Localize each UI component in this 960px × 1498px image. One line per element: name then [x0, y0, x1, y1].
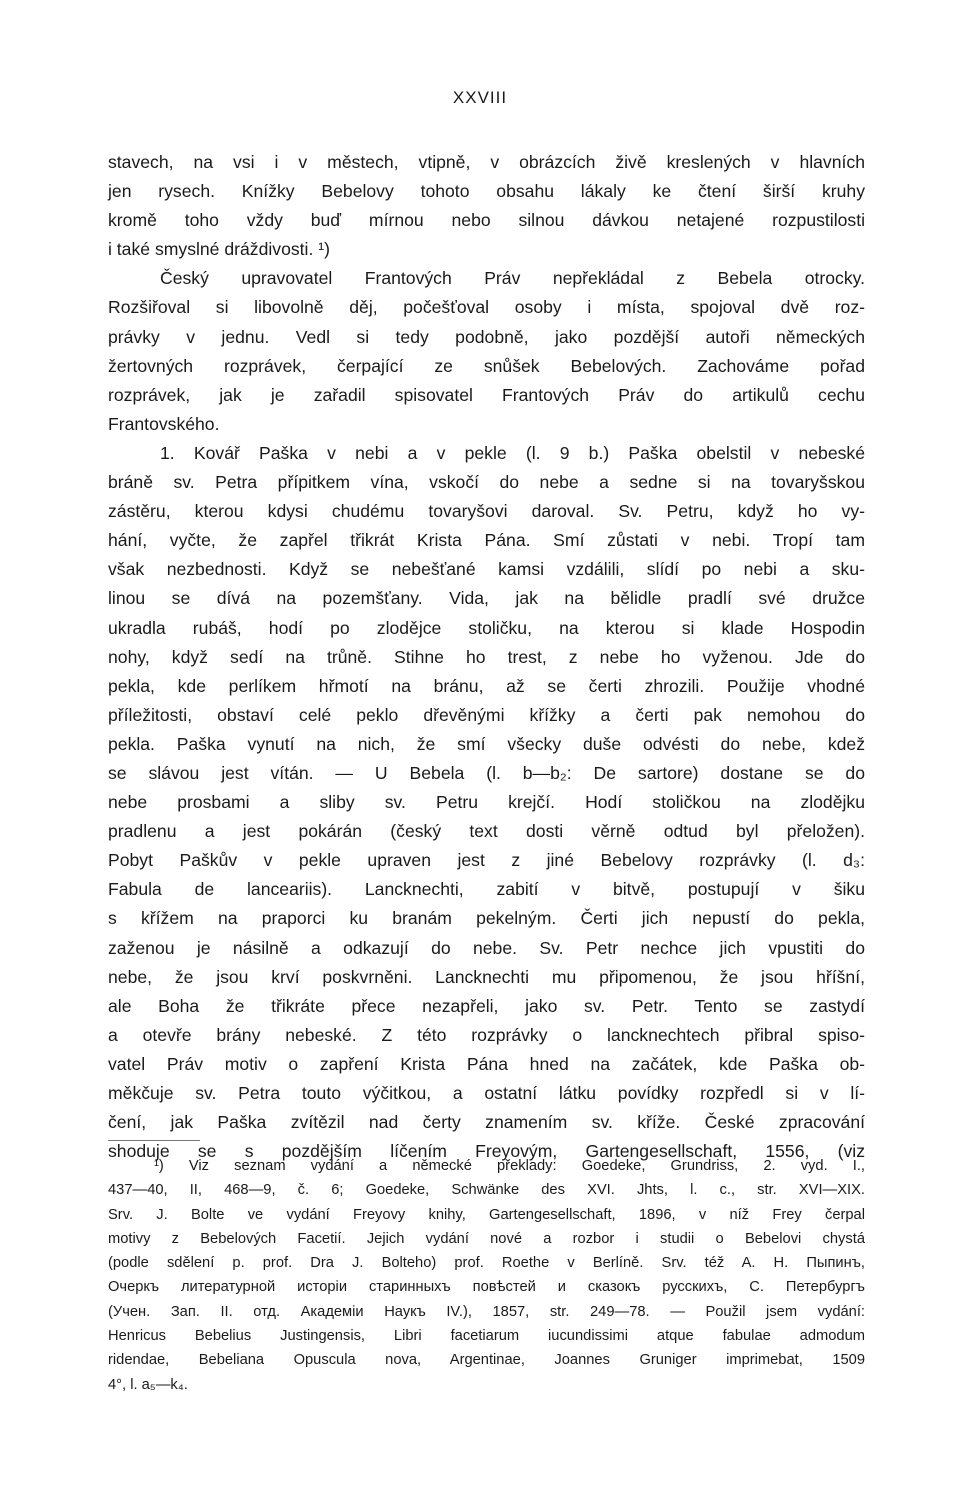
- text-line: pekla. Paška vynutí na nich, že smí všecky duše odvésti do nebe, kdež: [108, 733, 865, 754]
- text-line: linou se dívá na pozemšťany. Vida, jak na bělidle pradlí své družce: [108, 588, 865, 609]
- footnote-line: 437—40, II, 468—9, č. 6; Goedeke, Schwänke des XVI. Jhts, l. c., str. XVI—XIX.: [108, 1182, 865, 1199]
- text-line: měkčuje sv. Petra touto výčitkou, a ostatní látku povídky rozpředl si v lí-: [108, 1083, 865, 1103]
- text-line: pekla, kde perlíkem hřmotí na bránu, až se čerti zhrozili. Použije vhodné: [108, 675, 865, 696]
- footnote-line: ¹) Viz seznam vydání a německé překlady: Goedeke, Grundriss, 2. vyd. I.,: [154, 1158, 865, 1174]
- text-line: příležitosti, obstaví celé peklo dřevěnými křížky a čerti pak nemohou do: [108, 704, 865, 725]
- text-line: shoduje se s pozdějším líčením Freyovým, Gartengesellschaft, 1556, (viz: [108, 1141, 865, 1162]
- text-line: se slávou jest vítán. — U Bebela (l. b—b₂: De sartore) dostane se do: [108, 762, 865, 783]
- text-line: i také smyslné dráždivosti. ¹): [108, 239, 330, 260]
- footnotes: [108, 1154, 865, 1397]
- text-line: Fabula de lanceariis). Lancknechti, zabití v bitvě, postupují v šiku: [108, 879, 865, 900]
- text-line: rozprávek, jak je zařadil spisovatel Frantových Práv do artikulů cechu: [108, 384, 865, 405]
- page-number: XXVIII: [452, 88, 508, 107]
- text-line: s křížem na praporci ku branám pekelným. Čerti jich nepustí do pekla,: [108, 908, 865, 929]
- text-line: žertovných rozprávek, čerpající ze snůšek Bebelových. Zachováme pořad: [108, 355, 865, 376]
- text-line: 1. Kovář Paška v nebi a v pekle (l. 9 b.) Paška obelstil v nebeské: [160, 442, 865, 463]
- footnote-line: 4°, l. a₅—k₄.: [108, 1376, 188, 1393]
- body-text: [108, 148, 865, 1166]
- text-line: Pobyt Paškův v pekle upraven jest z jiné Bebelovy rozprávky (l. d₃:: [108, 850, 865, 871]
- footnote-line: Srv. J. Bolte ve vydání Freyovy knihy, Gartengesellschaft, 1896, v níž Frey čerpal: [108, 1206, 865, 1223]
- text-line: právky v jednu. Vedl si tedy podobně, jako pozdější autoři německých: [108, 326, 865, 347]
- text-line: bráně sv. Petra přípitkem vína, vskočí do nebe a sedne si na tovaryšskou: [108, 472, 865, 493]
- text-line: a otevře brány nebeské. Z této rozprávky o lancknechtech přibral spiso-: [108, 1024, 865, 1045]
- text-line: nebe prosbami a sliby sv. Petru krejčí. Hodí stoličkou na zlodějku: [108, 792, 865, 813]
- footnote-separator: [108, 1140, 200, 1141]
- footnote-line: ridendae, Bebeliana Opuscula nova, Argentinae, Joannes Gruniger imprimebat, 1509: [108, 1352, 865, 1369]
- footnote-line: Henricus Bebelius Justingensis, Libri facetiarum iucundissimi atque fabulae admodum: [108, 1328, 865, 1345]
- text-line: nebe, že jsou krví poskvrněni. Lancknechti mu připomenou, že jsou hříšní,: [108, 966, 865, 987]
- text-line: Český upravovatel Frantových Práv nepřekládal z Bebela otrocky.: [160, 268, 865, 289]
- text-line: hání, vyčte, že zapřel třikrát Krista Pána. Smí zůstati v nebi. Tropí tam: [108, 530, 865, 551]
- text-line: však nezbednosti. Když se nebešťané kamsi vzdálili, slídí po nebi a sku-: [108, 559, 865, 580]
- text-line: čení, jak Paška zvítězil nad čerty znamením sv. kříže. České zpracování: [108, 1112, 865, 1133]
- text-line: Rozšiřoval si libovolně děj, počešťoval osoby i místa, spojoval dvě roz-: [108, 297, 865, 318]
- text-line: Frantovského.: [108, 413, 220, 434]
- footnote-line: motivy z Bebelových Facetií. Jejich vydání nové a rozbor i studii o Bebelovi chystá: [108, 1230, 865, 1247]
- text-line: stavech, na vsi i v městech, vtipně, v obrázcích živě kreslených v hlavních: [108, 152, 865, 172]
- text-line: zaženou je násilně a odkazují do nebe. Sv. Petr nechce jich vpustiti do: [108, 937, 865, 958]
- text-line: jen rysech. Knížky Bebelovy tohoto obsahu lákaly ke čtení širší kruhy: [108, 181, 865, 202]
- footnote-line: (podle sdělení p. prof. Dra J. Bolteho) prof. Roethe v Berlíně. Srv. též A. H. Пыпинъ,: [108, 1255, 865, 1272]
- text-line: ale Boha že třikráte přece nezapřeli, jako sv. Petr. Tento se zastydí: [108, 995, 865, 1016]
- footnote-line: (Учен. Зап. II. отд. Академіи Наукъ IV.), 1857, str. 249—78. — Použil jsem vydání:: [108, 1303, 865, 1320]
- text-line: pradlenu a jest pokárán (český text dosti věrně odtud byl přeložen).: [108, 821, 865, 842]
- text-line: kromě toho vždy buď mírnou nebo silnou dávkou netajené rozpustilosti: [108, 210, 865, 231]
- footnote-line: Очеркъ литературной исторіи старинныхъ повѣстей и сказокъ русскихъ, С. Петербургъ: [108, 1279, 865, 1296]
- text-line: nohy, když sedí na trůně. Stihne ho trest, z nebe ho vyženou. Jde do: [108, 646, 865, 667]
- text-line: zástěru, kterou kdysi chudému tovaryšovi daroval. Sv. Petru, když ho vy-: [108, 501, 865, 522]
- text-line: ukradla rubáš, hodí po zlodějce stoličku, na kterou si klade Hospodin: [108, 617, 865, 638]
- text-line: vatel Práv motiv o zapření Krista Pána hned na začátek, kde Paška ob-: [108, 1053, 865, 1074]
